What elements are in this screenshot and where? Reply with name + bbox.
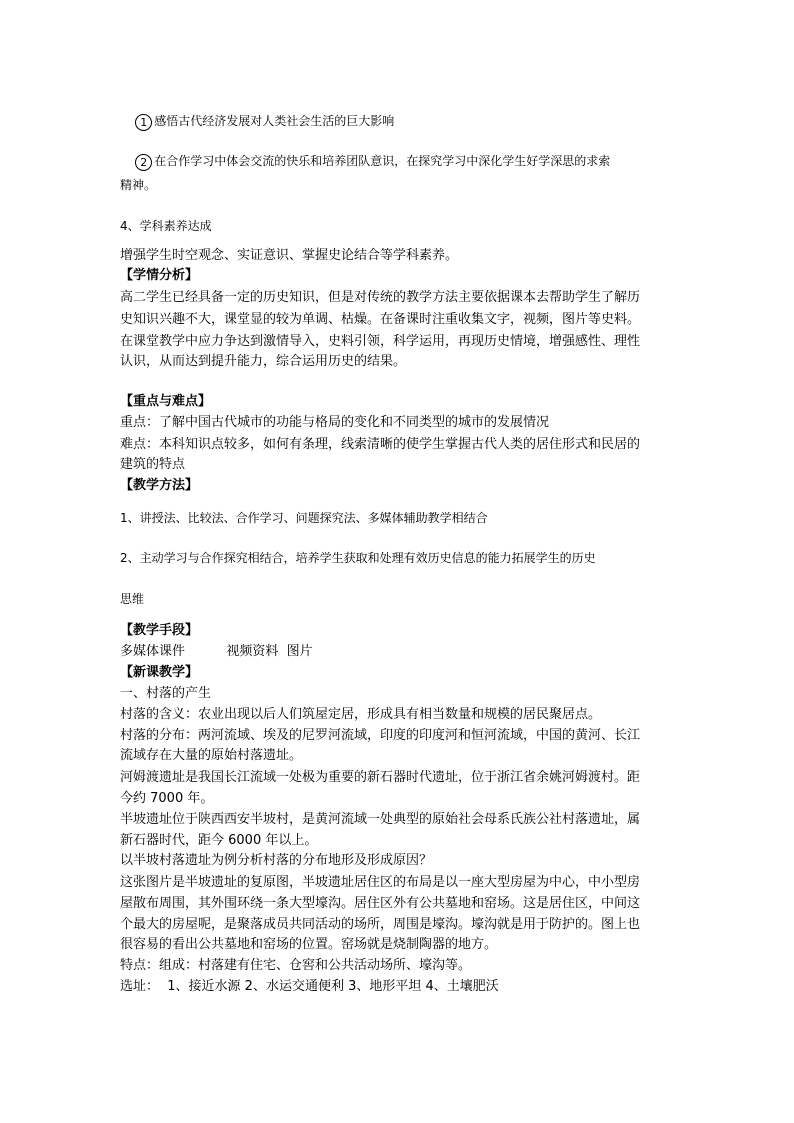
text-line: 难点：本科知识点较多，如何有条理，线索清晰的使学生掌握古代人类的居住形式和民居的: [120, 437, 641, 452]
text-line: 增强学生时空观念、实证意识、掌握史论结合等学科素养。: [120, 248, 459, 263]
text-line: 今约 7000 年。: [120, 791, 214, 806]
text-line: 重点：了解中国古代城市的功能与格局的变化和不同类型的城市的发展情况: [120, 415, 550, 430]
section-heading: 【教学方法】: [120, 478, 199, 493]
circled-number: 1: [135, 114, 152, 131]
subsection-heading: 一、村落的产生: [120, 686, 212, 701]
text-line: 建筑的特点: [120, 457, 186, 472]
section-heading: 【新课教学】: [120, 665, 199, 680]
circled-number: 2: [135, 154, 152, 171]
text-line: 思维: [120, 592, 145, 606]
text-line: 在课堂教学中应力争达到激情导入，史料引领，科学运用，再现历史情境，增强感性、理性: [120, 334, 641, 349]
text-line: 新石器时代，距今 6000 年以上。: [120, 833, 318, 848]
text-line: 1、讲授法、比较法、合作学习、问题探究法、多媒体辅助教学相结合: [120, 511, 488, 525]
text-line: 史知识兴趣不大，课堂显的较为单调、枯燥。在备课时注重收集文字，视频，图片等史料。: [120, 312, 641, 327]
goal-item-2: 2 在合作学习中体会交流的快乐和培养团队意识，在探究学习中深化学生好学深思的求索: [120, 131, 680, 151]
section-heading: 【教学手段】: [120, 623, 199, 638]
text-line: 多媒体课件 视频资料 图片: [120, 644, 313, 659]
text-line: 认识，从而达到提升能力，综合运用历史的结果。: [120, 354, 407, 369]
text-line: 屋散布周围，其外围环绕一条大型壕沟。居住区外有公共墓地和窑场。这是居住区，中间这: [120, 896, 641, 911]
text-line: 这张图片是半坡遗址的复原图，半坡遗址居住区的布局是以一座大型房屋为中心，中小型房: [120, 875, 641, 890]
text-line: 河姆渡遗址是我国长江流域一处极为重要的新石器时代遗址，位于浙江省余姚河姆渡村。距: [120, 770, 641, 785]
goal-item-1: 1 感悟古代经济发展对人类社会生活的巨大影响: [120, 91, 680, 111]
text-line: 半坡遗址位于陕西西安半坡村，是黄河流域一处典型的原始社会母系氏族公社村落遗址，属: [120, 812, 641, 827]
text-line: 2、主动学习与合作探究相结合，培养学生获取和处理有效历史信息的能力拓展学生的历史: [120, 551, 596, 565]
text-line: 选址： 1、接近水源 2、水运交通便利 3、地形平坦 4、土壤肥沃: [120, 979, 499, 994]
section-heading: 4、学科素养达成: [120, 219, 212, 233]
text-line: 精神。: [120, 178, 157, 192]
text-line: 很容易的看出公共墓地和窑场的位置。窑场就是烧制陶器的地方。: [120, 937, 498, 952]
text-line: 以半坡村落遗址为例分析村落的分布地形及形成原因？: [120, 853, 433, 868]
text-line: 个最大的房屋呢，是聚落成员共同活动的场所，周围是壕沟。壕沟就是用于防护的。图上也: [120, 917, 641, 932]
text-line: 村落的分布：两河流域、埃及的尼罗河流域，印度的印度河和恒河流域，中国的黄河、长江: [120, 728, 641, 743]
section-heading: 【重点与难点】: [120, 394, 212, 409]
text-line: 村落的含义：农业出现以后人们筑屋定居，形成具有相当数量和规模的居民聚居点。: [120, 707, 602, 722]
text-line: 高二学生已经具备一定的历史知识，但是对传统的教学方法主要依据课本去帮助学生了解历: [120, 290, 641, 305]
text-line: 特点：组成：村落建有住宅、仓窖和公共活动场所、壕沟等。: [120, 958, 472, 973]
section-heading: 【学情分析】: [120, 268, 199, 283]
text-line: 流域存在大量的原始村落遗址。: [120, 748, 303, 763]
